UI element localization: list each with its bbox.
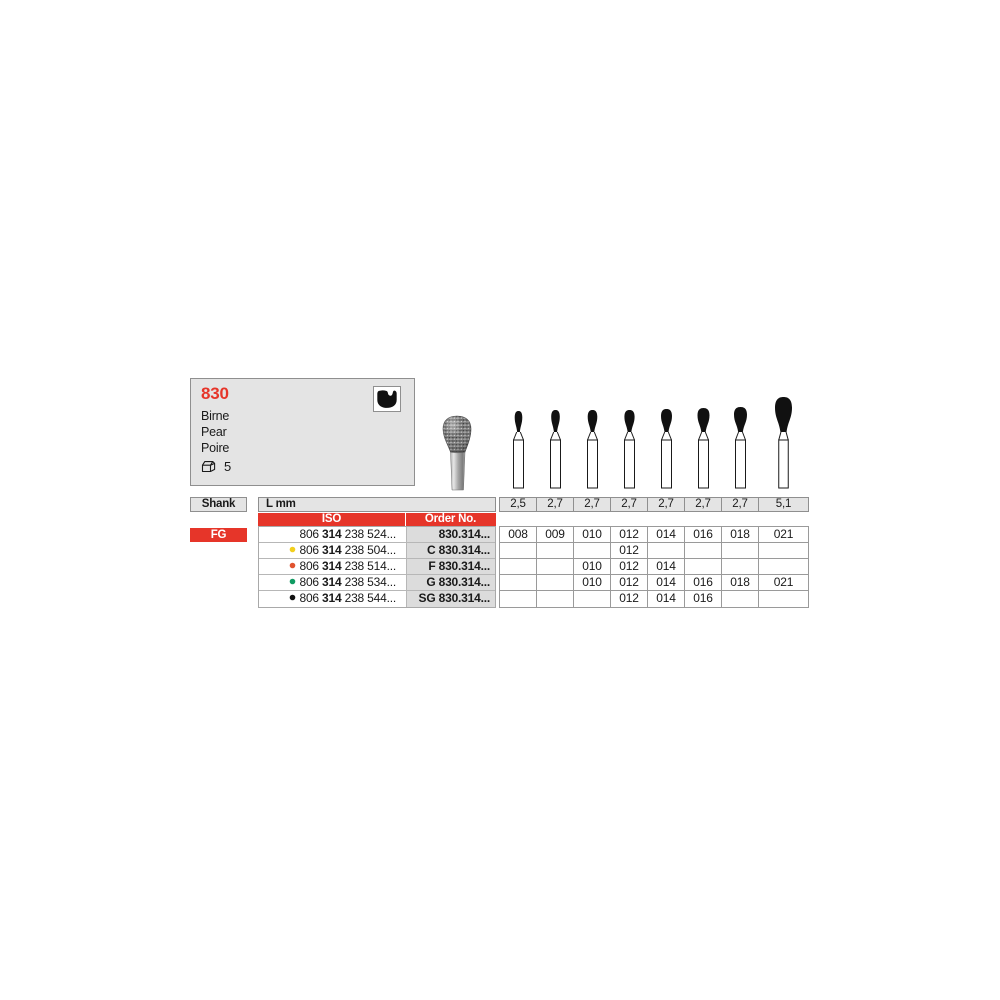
size-cell: 014 [648,575,685,591]
order-number: F 830.314... [406,559,495,574]
color-dot [289,546,296,553]
size-cell [574,543,611,559]
product-card [190,378,415,486]
order-number: C 830.314... [406,543,495,558]
size-cell [574,591,611,607]
shank-header-cell: Shank [190,497,247,512]
size-cell [722,543,759,559]
shank-type-badge: FG [190,528,247,542]
size-cell [759,591,808,607]
iso-number: 806 314 238 534... [259,575,406,590]
size-cell: 018 [722,575,759,591]
product-name-de: Birne [201,409,230,423]
bur-illustration [624,410,634,488]
pear-bur-silhouette-icon [375,388,399,410]
size-cell: 010 [574,527,611,543]
size-cell: 008 [500,527,537,543]
size-cell [759,543,808,559]
order-number: 830.314... [406,527,495,542]
bur-illustration [775,397,792,488]
size-cell [722,559,759,575]
size-cell: 014 [648,527,685,543]
size-cell: 012 [611,575,648,591]
iso-order-header [258,513,496,526]
order-header-cell: Order No. [424,513,477,525]
bur-illustration [698,408,710,488]
table-row [259,559,495,575]
size-cell: 010 [574,559,611,575]
size-cell: 016 [685,591,722,607]
size-cell [500,543,537,559]
size-cell: 021 [759,527,808,543]
pack-quantity-row [200,459,231,474]
bur-illustration [734,407,747,488]
product-name-fr: Poire [201,441,230,455]
bur-illustration [661,409,672,488]
size-cell: 018 [722,527,759,543]
iso-number: 806 314 238 544... [259,591,406,607]
size-cell: 016 [685,527,722,543]
length-cell: 2,7 [648,498,685,511]
lengths-row [499,497,809,512]
size-cell: 009 [537,527,574,543]
color-dot [289,594,296,601]
size-cell: 016 [685,575,722,591]
size-cell: 021 [759,575,808,591]
length-cell: 2,7 [537,498,574,511]
size-cell [500,559,537,575]
size-cell [685,559,722,575]
iso-number: 806 314 238 524... [259,527,406,542]
iso-number: 806 314 238 514... [259,559,406,574]
color-dot [289,578,296,585]
bur-illustration [588,410,598,488]
table-row [259,527,495,543]
length-cell: 2,7 [685,498,722,511]
order-number: SG 830.314... [406,591,495,607]
size-cell [537,591,574,607]
open-box-icon [200,459,218,474]
length-header-cell: L mm [258,497,496,512]
iso-order-table [258,526,496,608]
table-row [259,575,495,591]
length-cell: 2,5 [500,498,537,511]
size-cell [500,575,537,591]
size-cell [759,559,808,575]
size-cell [537,543,574,559]
product-name-en: Pear [201,425,227,439]
size-cell: 012 [611,543,648,559]
table-row [259,543,495,559]
size-cell [648,543,685,559]
size-cell [500,591,537,607]
length-cell: 2,7 [722,498,759,511]
color-dot [289,530,296,537]
iso-number: 806 314 238 504... [259,543,406,558]
bur-illustration [514,411,524,488]
figure-number: 830 [201,384,229,403]
sizes-grid [499,526,809,608]
color-dot [289,562,296,569]
length-cell: 2,7 [574,498,611,511]
size-cell: 014 [648,591,685,607]
size-cell [537,559,574,575]
pack-quantity: 5 [224,459,232,474]
size-cell: 012 [611,527,648,543]
length-cell: 2,7 [611,498,648,511]
iso-header-cell: ISO [258,513,406,526]
shape-icon-box [373,386,401,412]
table-row [259,591,495,607]
size-cell [685,543,722,559]
bur-illustration [551,410,561,488]
bur-photo [438,412,478,492]
size-cell: 012 [611,559,648,575]
size-cell: 014 [648,559,685,575]
size-cell: 010 [574,575,611,591]
size-cell [722,591,759,607]
length-cell: 5,1 [775,498,792,510]
bur-illustrations [499,390,809,490]
size-cell [537,575,574,591]
size-cell: 012 [611,591,648,607]
order-number: G 830.314... [406,575,495,590]
